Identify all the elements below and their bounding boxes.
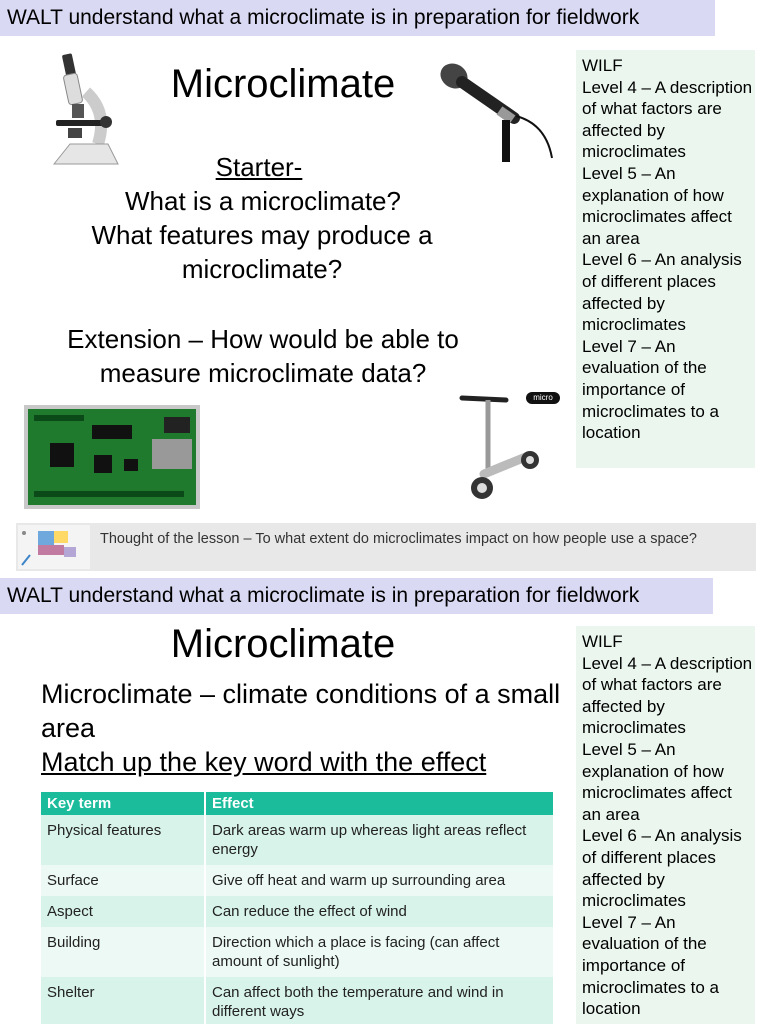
scooter-logo: micro <box>526 392 560 404</box>
wilf-panel <box>576 626 755 1024</box>
key-term-cell: Aspect <box>41 896 205 927</box>
key-term-cell: Physical features <box>41 815 205 865</box>
table-header-row <box>41 792 553 815</box>
effect-cell: Give off heat and warm up surrounding area <box>205 865 553 896</box>
effect-cell: Direction which a place is facing (can affect amount of sunlight) <box>205 927 553 977</box>
table-row <box>41 815 553 865</box>
extension-question: Extension – How would be able to measure microclimate data? <box>67 324 459 388</box>
starter-heading: Starter- <box>215 152 303 182</box>
wilf-panel <box>576 50 755 468</box>
key-term-cell: Building <box>41 927 205 977</box>
header-effect: Effect <box>205 792 553 815</box>
starter-question-2: What features may produce a microclimate? <box>91 220 433 284</box>
microphone-image <box>436 58 558 162</box>
floorplan-thumbnail <box>18 525 90 569</box>
starter-question-1: What is a microclimate? <box>125 186 401 216</box>
table-row <box>41 896 553 927</box>
header-key-term: Key term <box>41 792 205 815</box>
wilf-level-5: Level 5 – An explanation of how microclimates affect an area <box>582 739 732 824</box>
definition-text: Microclimate – climate conditions of a small area <box>41 679 561 743</box>
thought-text: Thought of the lesson – To what extent do microclimates impact on how people use a space? <box>100 531 697 547</box>
wilf-level-4: Level 4 – A description of what factors are affected by microclimates <box>582 653 753 738</box>
wilf-level-7: Level 7 – An evaluation of the importance of microclimates to a location <box>582 336 719 443</box>
effect-cell: Can affect both the temperature and wind in different ways <box>205 977 553 1024</box>
wilf-level-7: Level 7 – An evaluation of the importance of microclimates to a location <box>582 912 719 1019</box>
key-term-cell: Surface <box>41 865 205 896</box>
circuit-board-image <box>24 405 200 509</box>
key-terms-table <box>41 792 553 1024</box>
wilf-level-4: Level 4 – A description of what factors are affected by microclimates <box>582 77 753 162</box>
wilf-level-6: Level 6 – An analysis of different places affected by microclimates <box>582 250 742 335</box>
thought-of-lesson <box>16 523 756 571</box>
wilf-level-6: Level 6 – An analysis of different places affected by microclimates <box>582 826 742 911</box>
slide-title: Microclimate <box>170 62 396 106</box>
table-row <box>41 927 553 977</box>
walt-banner: WALT understand what a microclimate is in preparation for fieldwork <box>0 578 713 614</box>
table-row <box>41 977 553 1024</box>
wilf-heading: WILF <box>582 56 623 75</box>
walt-banner: WALT understand what a microclimate is in preparation for fieldwork <box>0 0 715 36</box>
match-instruction: Match up the key word with the effect <box>41 747 487 777</box>
wilf-level-5: Level 5 – An explanation of how microclimates affect an area <box>582 163 732 248</box>
table-row <box>41 865 553 896</box>
slide-2 <box>0 576 768 1024</box>
scooter-image <box>458 390 560 504</box>
slide-title: Microclimate <box>170 622 396 666</box>
key-term-cell: Shelter <box>41 977 205 1024</box>
effect-cell: Dark areas warm up whereas light areas reflect energy <box>205 815 553 865</box>
wilf-heading: WILF <box>582 632 623 651</box>
effect-cell: Can reduce the effect of wind <box>205 896 553 927</box>
